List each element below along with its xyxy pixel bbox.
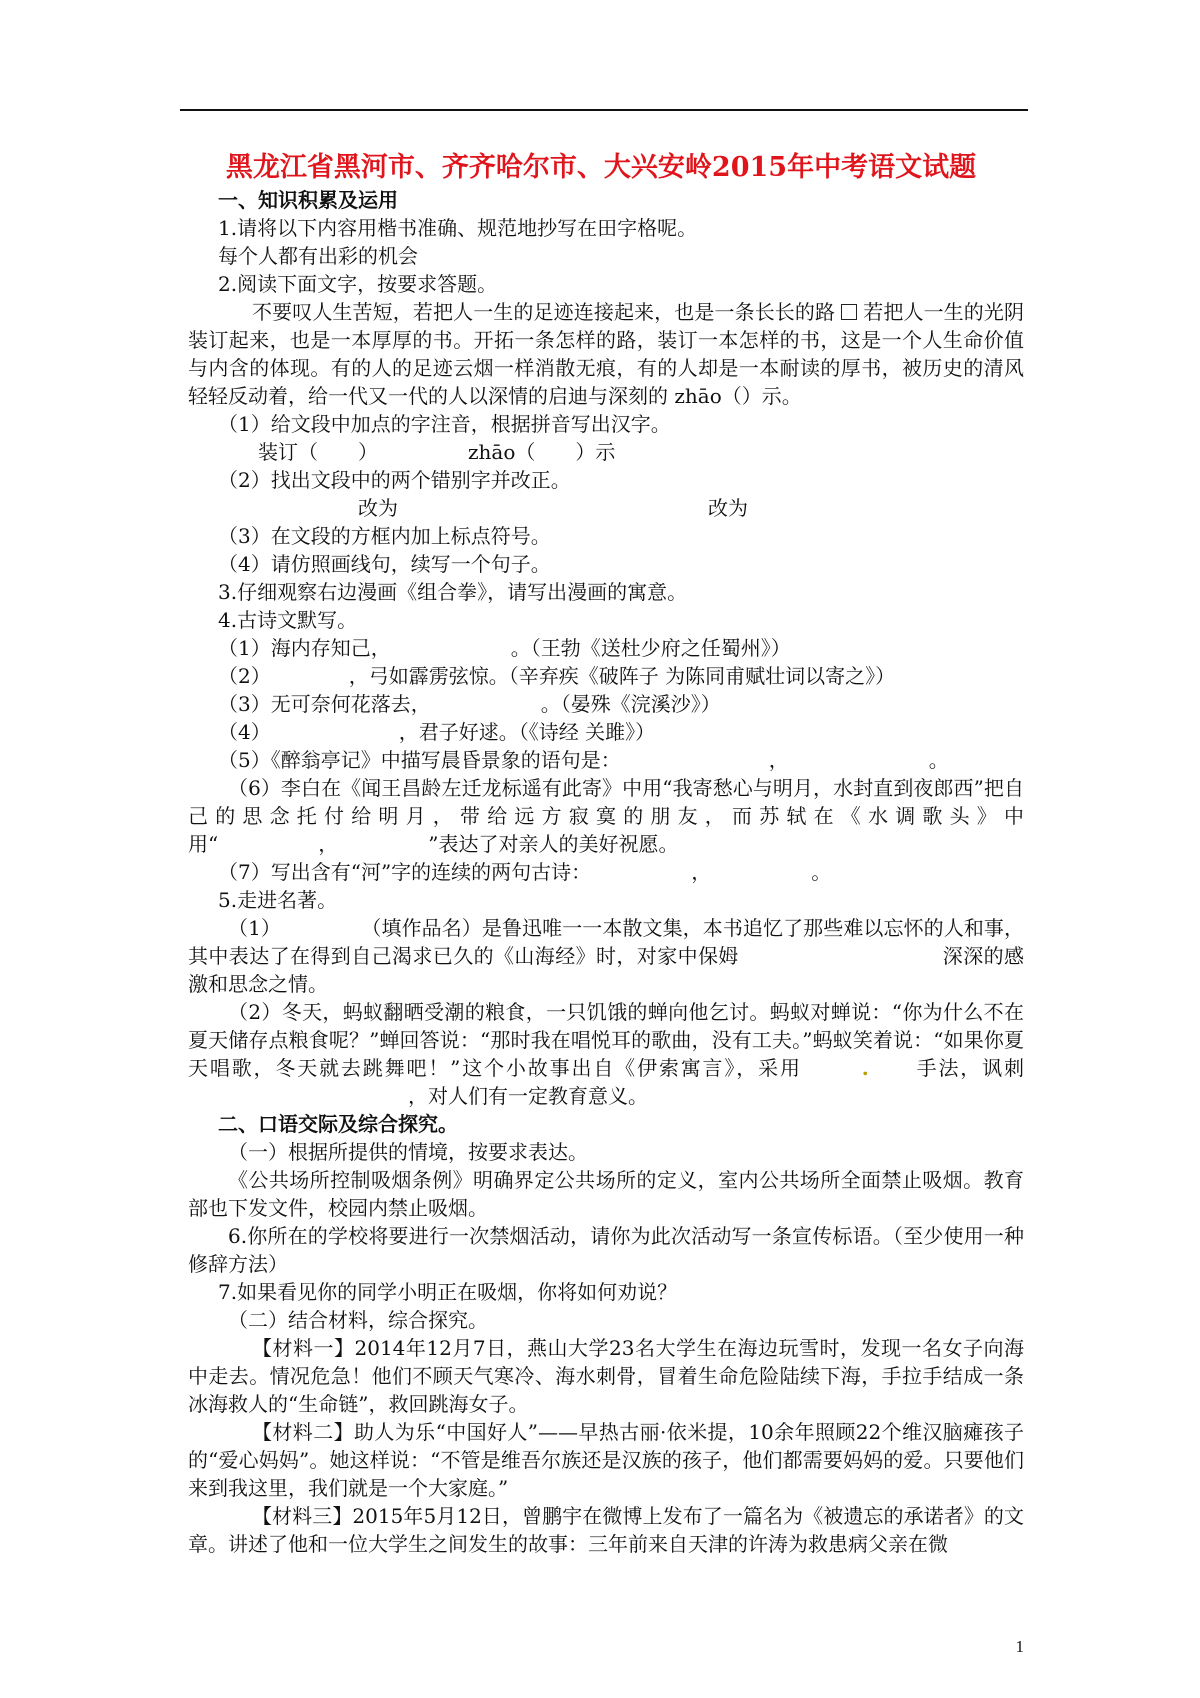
poem-2-end: ，弓如霹雳弦惊。（辛弃疾《破阵子 为陈同甫赋壮词以寄之》） bbox=[348, 664, 896, 688]
question-4-6: （6）李白在《闻王昌龄左迁龙标遥有此寄》中用“我寄愁心与明月，水封直到夜郎西”把自己的思念托付给明月，带给远方寂寞的朋友，而苏轼在《水调歌头》中用“ ， ”表达了对亲人的美好祝愿。 bbox=[188, 776, 1024, 856]
passage-part-a: 不要叹人生苦短，若把人一生的足迹连接起来，也是一条长长的路 bbox=[252, 300, 836, 324]
material-2: 【材料二】助人为乐“中国好人”——早热古丽·依米提，10余年照顾22个维汉脑瘫孩子的“爱心妈妈”。她这样说：“不管是维吾尔族还是汉族的孩子，他们都需要妈妈的爱。只要他们来到我这里，我们就是一个大家庭。” bbox=[188, 1420, 1024, 1500]
fable-end: ，对人们有一定教育意义。 bbox=[408, 1084, 648, 1108]
material-1: 【材料一】2014年12月7日，燕山大学23名大学生在海边玩雪时，发现一名女子向海中走去。情况危急！他们不顾天气寒冷、海水刺骨，冒着生命危险陆续下海，手拉手结成一条冰海救人的“生命链”，救回跳海女子。 bbox=[188, 1336, 1024, 1416]
question-5-1: （1） （填作品名）是鲁迅唯一一本散文集，本书追忆了那些难以忘怀的人和事，其中表达了在得到自己渴求已久的《山海经》时，对家中保姆 深深的感激和思念之情。 bbox=[188, 916, 1024, 996]
correction-label-1: 改为 bbox=[358, 496, 398, 520]
poem-4-start: （4） bbox=[218, 720, 271, 744]
poem-5-start: （5）《醉翁亭记》中描写晨昏景象的语句是： bbox=[218, 748, 621, 772]
section-heading-1: 一、知识积累及运用 bbox=[218, 188, 398, 212]
question-4-1 bbox=[188, 634, 1024, 662]
blank-zhuangding: 装订（ ） bbox=[258, 440, 378, 464]
fable-text: （2）冬天，蚂蚁翻晒受潮的粮食，一只饥饿的蝉向他乞讨。蚂蚁对蝉说：“你为什么不在夏天储存点粮食呢？”蝉回答说：“那时我在唱悦耳的歌曲，没有工夫。”蚂蚁笑着说：“如果你夏天唱歌，冬天就去跳舞吧！”这个小故事出自《伊索寓言》，采用 bbox=[188, 1000, 1024, 1080]
punctuation-box bbox=[841, 304, 857, 320]
question-5-2 bbox=[188, 998, 1024, 1110]
question-2-1: （1）给文段中加点的字注音，根据拼音写出汉字。 bbox=[218, 412, 671, 436]
question-2: 2.阅读下面文字，按要求答题。 bbox=[218, 272, 498, 296]
blank-zhao: zhāo（ ）示 bbox=[468, 440, 616, 464]
poem-4-end: ，君子好逑。（《诗经 关雎》） bbox=[398, 720, 656, 744]
document-body bbox=[188, 150, 1024, 1558]
question-2-2: （2）找出文段中的两个错别字并改正。 bbox=[218, 468, 571, 492]
poem-7-comma: ， bbox=[691, 860, 712, 884]
material-3: 【材料三】2015年5月12日，曾鹏宇在微博上发布了一篇名为《被遗忘的承诺者》的文章。讲述了他和一位大学生之间发生的故事：三年前来自天津的许涛为救患病父亲在微 bbox=[188, 1504, 1024, 1556]
document-title: 黑龙江省黑河市、齐齐哈尔市、大兴安岭2015年中考语文试题 bbox=[225, 152, 977, 183]
question-1-text: 每个人都有出彩的机会 bbox=[218, 244, 418, 268]
question-7: 7.如果看见你的同学小明正在吸烟，你将如何劝说？ bbox=[218, 1280, 678, 1304]
subsection-2-1: （一）根据所提供的情境，按要求表达。 bbox=[228, 1140, 588, 1164]
question-2-3: （3）在文段的方框内加上标点符号。 bbox=[218, 524, 551, 548]
poem-5-end: 。 bbox=[928, 748, 949, 772]
poem-5-comma: ， bbox=[768, 748, 789, 772]
correction-label-2: 改为 bbox=[708, 496, 748, 520]
poem-7-end: 。 bbox=[811, 860, 832, 884]
question-4-2 bbox=[188, 662, 1024, 690]
section-heading-2: 二、口语交际及综合探究。 bbox=[218, 1112, 458, 1136]
question-1: 1.请将以下内容用楷书准确、规范地抄写在田字格呢。 bbox=[218, 216, 698, 240]
question-6: 6.你所在的学校将要进行一次禁烟活动，请你为此次活动写一条宣传标语。（至少使用一种修辞方法） bbox=[188, 1224, 1024, 1276]
question-4-4 bbox=[188, 718, 1024, 746]
poem-3-end: 。（晏殊《浣溪沙》） bbox=[540, 692, 721, 716]
question-4-7 bbox=[188, 858, 1024, 886]
question-5: 5.走进名著。 bbox=[218, 888, 338, 912]
question-4-3 bbox=[188, 690, 1024, 718]
poem-2-start: （2） bbox=[218, 664, 271, 688]
poem-3-start: （3）无可奈何花落去， bbox=[218, 692, 431, 716]
question-4-5 bbox=[188, 746, 1024, 774]
subsection-2-2: （二）结合材料，综合探究。 bbox=[228, 1308, 488, 1332]
page-number: 1 bbox=[1015, 1637, 1024, 1656]
fable-technique: 手法，讽刺 bbox=[914, 1056, 1025, 1080]
poem-1-end: 。（王勃《送杜少府之任蜀州》） bbox=[510, 636, 791, 660]
poem-7-start: （7）写出含有“河”字的连续的两句古诗： bbox=[218, 860, 592, 884]
question-2-2-blanks bbox=[188, 494, 1024, 522]
reading-passage bbox=[188, 298, 1024, 410]
question-3: 3.仔细观察右边漫画《组合拳》，请写出漫画的寓意。 bbox=[218, 580, 688, 604]
header-rule bbox=[180, 109, 1028, 111]
question-4: 4.古诗文默写。 bbox=[218, 608, 358, 632]
question-2-1-blanks bbox=[188, 438, 1024, 466]
passage-part-b: 若把人一生的光阴装订起来，也是一本厚厚的书。开拓一条怎样的路，装订一本怎样的书，这是一个人生命价值与内含的体现。有的人的足迹云烟一样消散无痕，有的人却是一本耐读的厚书，被历史的清风轻轻反动着，给一代又一代的人以深情的启迪与深刻的 zhāo（）示。 bbox=[188, 300, 1025, 408]
subsection-2-1-text: 《公共场所控制吸烟条例》明确界定公共场所的定义，室内公共场所全面禁止吸烟。教育部也下发文件，校园内禁止吸烟。 bbox=[188, 1168, 1024, 1220]
poem-1-start: （1）海内存知己， bbox=[218, 636, 391, 660]
question-2-4: （4）请仿照画线句，续写一个句子。 bbox=[218, 552, 551, 576]
marker-dot: . bbox=[861, 1056, 869, 1080]
